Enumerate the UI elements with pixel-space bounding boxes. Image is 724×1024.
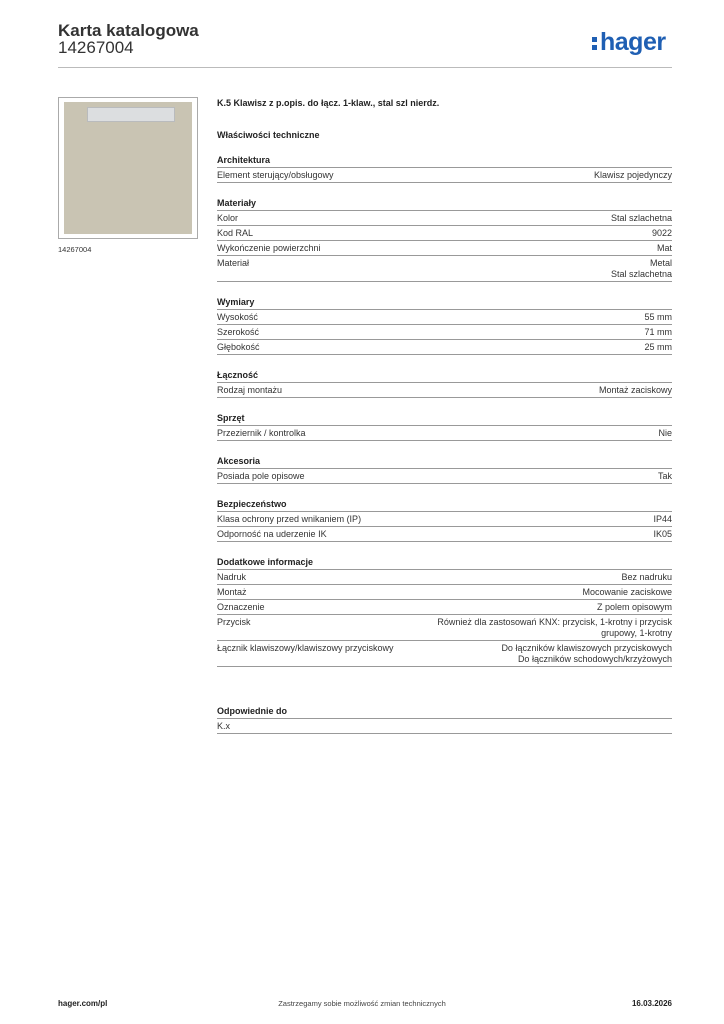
spec-row: [217, 325, 672, 340]
spec-key: Klasa ochrony przed wnikaniem (IP): [217, 514, 362, 524]
spec-value-line: IK05: [653, 529, 672, 539]
spec-row: [217, 383, 672, 398]
spec-row: [217, 241, 672, 256]
spec-key: Oznaczenie: [217, 602, 265, 612]
spec-value-line: 9022: [651, 228, 672, 238]
product-code: 14267004: [58, 38, 134, 57]
spec-row: [217, 719, 672, 734]
spacer: [217, 667, 672, 693]
spec-key: Materiał: [217, 258, 250, 268]
spec-value-line: Do łączników klawiszowych przyciskowych: [501, 643, 672, 653]
spec-row: [217, 256, 672, 282]
spec-row: [217, 615, 672, 641]
spec-value: [621, 572, 672, 583]
spec-row: [217, 310, 672, 325]
spec-value-line: Do łączników schodowych/krzyżowych: [517, 654, 672, 664]
spec-value: [644, 312, 672, 323]
spec-value-line: grupowy, 1-krotny: [601, 628, 672, 638]
spec-row: [217, 585, 672, 600]
product-image: [58, 97, 198, 239]
spec-value-line: Z polem opisowym: [596, 602, 672, 612]
spec-value: [599, 385, 672, 396]
switch-plate: [64, 102, 192, 234]
section-title: Łączność: [217, 369, 672, 383]
spec-row: [217, 641, 672, 667]
document-title: Karta katalogowa: [58, 21, 199, 40]
spec-row: [217, 600, 672, 615]
spec-key: Posiada pole opisowe: [217, 471, 305, 481]
label-window: [87, 107, 175, 122]
spec-value: [644, 327, 672, 338]
spec-key: Kod RAL: [217, 228, 254, 238]
spec-key: Odporność na uderzenie IK: [217, 529, 327, 539]
spec-value-line: IP44: [653, 514, 672, 524]
spec-value-line: Stal szlachetna: [610, 213, 672, 223]
section-title: Sprzęt: [217, 412, 672, 426]
spec-value-line: Nie: [658, 428, 672, 438]
footer-date: 16.03.2026: [631, 999, 672, 1008]
section-title: Wymiary: [217, 296, 672, 310]
spec-key: Wysokość: [217, 312, 258, 322]
spec-value: [501, 643, 672, 665]
spec-key: Rodzaj montażu: [217, 385, 283, 395]
spec-value: [611, 258, 672, 280]
header-divider: [58, 67, 672, 68]
spec-value: [582, 587, 672, 598]
spec-value: [658, 428, 672, 439]
logo-colon-icon: [592, 34, 599, 50]
spec-key: Łącznik klawiszowy/klawiszowy przyciskowy: [217, 643, 394, 653]
spec-value-line: Klawisz pojedynczy: [593, 170, 672, 180]
suitable-section: [217, 705, 672, 734]
spec-key: Nadruk: [217, 572, 247, 582]
spec-value: [653, 529, 672, 540]
spec-value-line: Stal szlachetna: [610, 269, 672, 279]
spec-value: [653, 514, 672, 525]
spec-key: Wykończenie powierzchni: [217, 243, 321, 253]
spec-row: [217, 512, 672, 527]
spec-key: Przycisk: [217, 617, 251, 627]
spec-key: Szerokość: [217, 327, 260, 337]
spec-sections: [217, 154, 672, 667]
section-title: Bezpieczeństwo: [217, 498, 672, 512]
product-title: K.5 Klawisz z p.opis. do łącz. 1-klaw., stal szl nierdz.: [217, 98, 440, 108]
spec-row: [217, 527, 672, 542]
spec-value-line: 25 mm: [644, 342, 672, 352]
spec-value: [644, 342, 672, 353]
spec-value-line: Również dla zastosowań KNX: przycisk, 1-krotny i przycisk: [437, 617, 672, 627]
spec-row: [217, 226, 672, 241]
spec-value-line: 71 mm: [644, 327, 672, 337]
spec-key: Element sterujący/obsługowy: [217, 170, 334, 180]
spec-value: [657, 243, 672, 254]
spec-value-line: 55 mm: [644, 312, 672, 322]
specs-heading: Właściwości techniczne: [217, 130, 320, 140]
footer-website: hager.com/pl: [58, 999, 108, 1008]
section-title: Dodatkowe informacje: [217, 556, 672, 570]
hager-logo: [592, 28, 666, 57]
spec-row: [217, 211, 672, 226]
spec-value: [594, 170, 672, 181]
spec-value-line: Mocowanie zaciskowe: [582, 587, 672, 597]
spec-value-line: Montaż zaciskowy: [598, 385, 672, 395]
spec-value-line: Mat: [656, 243, 672, 253]
section-title: Materiały: [217, 197, 672, 211]
spec-value: [658, 471, 672, 482]
section-title: Architektura: [217, 154, 672, 168]
spec-key: Przeziernik / kontrolka: [217, 428, 306, 438]
spec-key: K.x: [217, 721, 231, 731]
spec-value: [437, 617, 672, 639]
spec-row: [217, 426, 672, 441]
spec-row: [217, 340, 672, 355]
spec-row: [217, 168, 672, 183]
section-title: Akcesoria: [217, 455, 672, 469]
spec-row: [217, 570, 672, 585]
logo-text: hager: [600, 28, 666, 56]
spec-value-line: Bez nadruku: [621, 572, 672, 582]
spec-key: Głębokość: [217, 342, 260, 352]
spec-value: [597, 602, 672, 613]
spec-row: [217, 469, 672, 484]
spec-sheet: [217, 96, 672, 734]
spec-value: [611, 213, 672, 224]
spec-key: Kolor: [217, 213, 239, 223]
spec-value-line: Tak: [657, 471, 672, 481]
image-caption: 14267004: [58, 245, 92, 254]
section-title: Odpowiednie do: [217, 705, 672, 719]
spec-key: Montaż: [217, 587, 247, 597]
spec-value-line: Metal: [649, 258, 672, 268]
footer-disclaimer: Zastrzegamy sobie możliwość zmian technicznych: [278, 999, 446, 1008]
spec-value: [652, 228, 672, 239]
